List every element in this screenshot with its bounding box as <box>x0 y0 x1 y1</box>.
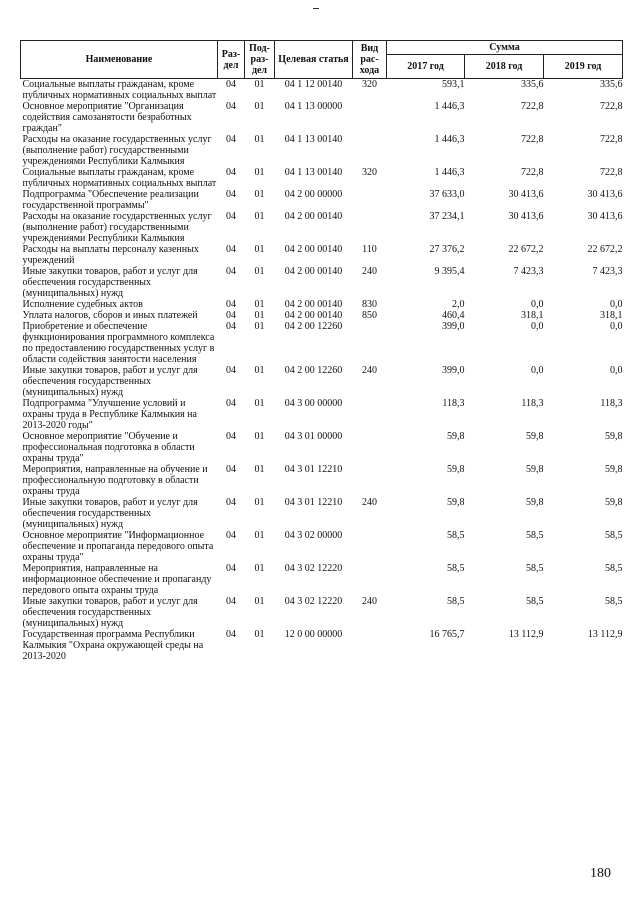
row-name: Расходы на выплаты персоналу казенных учреждений <box>22 244 199 266</box>
row-celevaya-statya: 04 3 02 00000 <box>284 530 343 541</box>
row-sum-2017: 58,5 <box>447 530 465 541</box>
row-celevaya-statya: 04 2 00 00140 <box>284 299 343 310</box>
row-sum-2017: 2,0 <box>452 299 465 310</box>
row-celevaya-statya: 04 3 02 12220 <box>284 596 343 607</box>
row-sum-2018: 0,0 <box>531 321 544 332</box>
row-podrazdel: 01 <box>254 464 265 475</box>
row-sum-2019: 722,8 <box>600 134 623 145</box>
table-row <box>21 464 623 497</box>
table-row <box>21 431 623 464</box>
row-name: Иные закупки товаров, работ и услуг для обеспечения государственных (муниципальных) нужд <box>22 365 198 398</box>
table-row <box>21 596 623 629</box>
row-podrazdel: 01 <box>254 530 265 541</box>
row-sum-2018: 59,8 <box>526 464 544 475</box>
table-row <box>21 299 623 310</box>
row-sum-2017: 9 395,4 <box>434 266 465 277</box>
row-celevaya-statya: 04 3 02 12220 <box>284 563 343 574</box>
row-sum-2017: 59,8 <box>447 464 465 475</box>
row-razdel: 04 <box>226 189 236 200</box>
row-vid-rashoda <box>353 431 387 464</box>
row-vid-rashoda <box>353 398 387 431</box>
page-number: 180 <box>590 866 611 881</box>
row-podrazdel: 01 <box>254 167 265 178</box>
row-vid-rashoda: 110 <box>362 244 377 255</box>
row-sum-2018: 58,5 <box>526 563 544 574</box>
row-vid-rashoda <box>353 629 387 662</box>
row-celevaya-statya: 04 2 00 00000 <box>284 189 343 200</box>
row-sum-2018: 118,3 <box>521 398 544 409</box>
row-celevaya-statya: 04 2 00 12260 <box>284 365 343 376</box>
row-sum-2019: 58,5 <box>605 530 623 541</box>
row-podrazdel: 01 <box>254 266 265 277</box>
row-vid-rashoda <box>353 189 387 211</box>
row-sum-2017: 1 446,3 <box>434 167 465 178</box>
row-name: Подпрограмма "Улучшение условий и охраны труда в Республике Калмыкия на 2013-2020 годы" <box>22 398 197 431</box>
row-sum-2018: 722,8 <box>521 167 544 178</box>
table-body <box>21 79 623 663</box>
row-razdel: 04 <box>226 79 236 90</box>
table-row <box>21 134 623 167</box>
row-sum-2017: 27 376,2 <box>429 244 465 255</box>
row-name: Основное мероприятие "Информационное обеспечение и пропаганда передового опыта охраны труда" <box>22 530 214 563</box>
row-podrazdel: 01 <box>254 310 265 321</box>
row-sum-2017: 16 765,7 <box>429 629 465 640</box>
table-header <box>21 41 623 79</box>
row-celevaya-statya: 04 1 13 00140 <box>284 167 343 178</box>
table-row <box>21 244 623 266</box>
row-vid-rashoda: 240 <box>362 266 377 277</box>
row-name: Основное мероприятие "Обучение и профессиональная подготовка в области охраны труда" <box>22 431 195 464</box>
row-sum-2019: 0,0 <box>610 299 623 310</box>
row-podrazdel: 01 <box>254 101 265 112</box>
row-podrazdel: 01 <box>254 365 265 376</box>
top-dash-mark <box>313 8 319 9</box>
row-podrazdel: 01 <box>254 563 265 574</box>
row-razdel: 04 <box>226 365 236 376</box>
row-vid-rashoda <box>353 134 387 167</box>
row-sum-2019: 335,6 <box>600 79 623 90</box>
table-row <box>21 266 623 299</box>
table-row <box>21 189 623 211</box>
row-razdel: 04 <box>226 431 236 442</box>
row-name: Исполнение судебных актов <box>22 299 143 310</box>
row-name: Приобретение и обеспечение функционирования программного комплекса по предоставлению государственных услуг в области содействия занятости населения <box>22 321 215 365</box>
row-celevaya-statya: 04 1 13 00000 <box>284 101 343 112</box>
row-sum-2018: 335,6 <box>521 79 544 90</box>
row-name: Государственная программа Республики Калмыкия "Охрана окружающей среды на 2013-2020 <box>22 629 204 662</box>
row-razdel: 04 <box>226 398 236 409</box>
row-sum-2018: 59,8 <box>526 497 544 508</box>
row-celevaya-statya: 04 2 00 12260 <box>284 321 343 332</box>
row-podrazdel: 01 <box>254 299 265 310</box>
row-sum-2018: 0,0 <box>531 299 544 310</box>
row-celevaya-statya: 04 1 12 00140 <box>284 79 343 90</box>
row-podrazdel: 01 <box>254 629 265 640</box>
row-sum-2019: 13 112,9 <box>587 629 623 640</box>
row-podrazdel: 01 <box>254 398 265 409</box>
row-vid-rashoda <box>353 321 387 365</box>
table-row <box>21 321 623 365</box>
table-row <box>21 497 623 530</box>
row-sum-2019: 59,8 <box>605 431 623 442</box>
row-celevaya-statya: 12 0 00 00000 <box>284 629 343 640</box>
row-celevaya-statya: 04 2 00 00140 <box>284 244 343 255</box>
row-vid-rashoda: 830 <box>362 299 377 310</box>
header-year-2019: 2019 год <box>544 55 623 79</box>
row-name: Уплата налогов, сборов и иных платежей <box>22 310 198 321</box>
row-sum-2018: 58,5 <box>526 530 544 541</box>
row-vid-rashoda <box>353 464 387 497</box>
row-sum-2017: 59,8 <box>447 431 465 442</box>
row-sum-2019: 59,8 <box>605 497 623 508</box>
row-sum-2019: 318,1 <box>600 310 623 321</box>
row-sum-2019: 0,0 <box>610 321 623 332</box>
table-row <box>21 167 623 189</box>
row-razdel: 04 <box>226 310 236 321</box>
row-podrazdel: 01 <box>254 321 265 332</box>
row-razdel: 04 <box>226 464 236 475</box>
row-vid-rashoda: 850 <box>362 310 377 321</box>
row-name: Социальные выплаты гражданам, кроме публичных нормативных социальных выплат <box>22 167 217 189</box>
row-sum-2017: 399,0 <box>442 365 465 376</box>
row-sum-2019: 58,5 <box>605 563 623 574</box>
header-year-2018: 2018 год <box>465 55 544 79</box>
table-row <box>21 101 623 134</box>
table-row <box>21 79 623 102</box>
row-podrazdel: 01 <box>254 244 265 255</box>
row-celevaya-statya: 04 2 00 00140 <box>284 211 343 222</box>
header-podrazdel: Под-раз-дел <box>245 41 275 79</box>
row-podrazdel: 01 <box>254 596 265 607</box>
row-sum-2017: 37 633,0 <box>429 189 465 200</box>
table-row <box>21 365 623 398</box>
table-row <box>21 530 623 563</box>
row-celevaya-statya: 04 1 13 00140 <box>284 134 343 145</box>
row-name: Подпрограмма "Обеспечение реализации государственной программы" <box>22 189 199 211</box>
row-razdel: 04 <box>226 134 236 145</box>
row-sum-2019: 22 672,2 <box>587 244 623 255</box>
row-podrazdel: 01 <box>254 79 265 90</box>
row-sum-2018: 13 112,9 <box>508 629 544 640</box>
row-celevaya-statya: 04 2 00 00140 <box>284 266 343 277</box>
row-podrazdel: 01 <box>254 189 265 200</box>
row-celevaya-statya: 04 3 01 12210 <box>284 497 343 508</box>
row-vid-rashoda: 320 <box>362 79 377 90</box>
row-podrazdel: 01 <box>254 497 265 508</box>
row-podrazdel: 01 <box>254 211 265 222</box>
row-razdel: 04 <box>226 299 236 310</box>
row-sum-2018: 58,5 <box>526 596 544 607</box>
row-razdel: 04 <box>226 629 236 640</box>
row-sum-2018: 722,8 <box>521 101 544 112</box>
row-sum-2018: 7 423,3 <box>513 266 544 277</box>
row-sum-2019: 58,5 <box>605 596 623 607</box>
row-sum-2019: 118,3 <box>600 398 623 409</box>
row-sum-2019: 722,8 <box>600 101 623 112</box>
row-razdel: 04 <box>226 321 236 332</box>
row-sum-2018: 0,0 <box>531 365 544 376</box>
header-year-2017: 2017 год <box>387 55 465 79</box>
row-name: Мероприятия, направленные на обучение и профессиональную подготовку в области охраны труда <box>22 464 208 497</box>
row-razdel: 04 <box>226 101 236 112</box>
row-sum-2019: 7 423,3 <box>592 266 623 277</box>
table-row <box>21 629 623 662</box>
row-sum-2018: 318,1 <box>521 310 544 321</box>
row-razdel: 04 <box>226 497 236 508</box>
row-vid-rashoda: 240 <box>362 596 377 607</box>
row-celevaya-statya: 04 2 00 00140 <box>284 310 343 321</box>
table-row <box>21 563 623 596</box>
row-celevaya-statya: 04 3 01 12210 <box>284 464 343 475</box>
row-name: Иные закупки товаров, работ и услуг для обеспечения государственных (муниципальных) нужд <box>22 596 198 629</box>
row-vid-rashoda <box>353 101 387 134</box>
row-sum-2018: 22 672,2 <box>508 244 544 255</box>
row-razdel: 04 <box>226 266 236 277</box>
row-vid-rashoda: 320 <box>362 167 377 178</box>
table-row <box>21 211 623 244</box>
row-sum-2017: 37 234,1 <box>429 211 465 222</box>
row-name: Иные закупки товаров, работ и услуг для обеспечения государственных (муниципальных) нужд <box>22 266 198 299</box>
row-podrazdel: 01 <box>254 431 265 442</box>
budget-table <box>20 40 623 662</box>
row-sum-2019: 30 413,6 <box>587 189 623 200</box>
row-razdel: 04 <box>226 596 236 607</box>
row-sum-2017: 593,1 <box>442 79 465 90</box>
header-vid-rashoda: Вид рас-хода <box>353 41 387 79</box>
row-name: Иные закупки товаров, работ и услуг для обеспечения государственных (муниципальных) нужд <box>22 497 198 530</box>
row-sum-2017: 399,0 <box>442 321 465 332</box>
row-sum-2017: 460,4 <box>442 310 465 321</box>
row-razdel: 04 <box>226 211 236 222</box>
row-sum-2017: 59,8 <box>447 497 465 508</box>
row-name: Расходы на оказание государственных услуг (выполнение работ) государственными учреждениями Республики Калмыкия <box>22 134 212 167</box>
row-razdel: 04 <box>226 563 236 574</box>
row-sum-2017: 58,5 <box>447 596 465 607</box>
row-vid-rashoda <box>353 530 387 563</box>
row-podrazdel: 01 <box>254 134 265 145</box>
row-sum-2019: 59,8 <box>605 464 623 475</box>
header-summa: Сумма <box>387 41 623 55</box>
row-vid-rashoda <box>353 563 387 596</box>
row-celevaya-statya: 04 3 00 00000 <box>284 398 343 409</box>
table-row <box>21 310 623 321</box>
row-vid-rashoda: 240 <box>362 497 377 508</box>
header-name: Наименование <box>21 41 218 79</box>
row-name: Мероприятия, направленные на информационное обеспечение и пропаганду передового опыта охраны труда <box>22 563 212 596</box>
row-name: Основное мероприятие "Организация содействия самозанятости безработных граждан" <box>22 101 192 134</box>
row-vid-rashoda <box>353 211 387 244</box>
row-sum-2018: 30 413,6 <box>508 211 544 222</box>
row-sum-2018: 59,8 <box>526 431 544 442</box>
row-celevaya-statya: 04 3 01 00000 <box>284 431 343 442</box>
row-sum-2018: 722,8 <box>521 134 544 145</box>
row-razdel: 04 <box>226 167 236 178</box>
row-sum-2017: 58,5 <box>447 563 465 574</box>
row-sum-2019: 0,0 <box>610 365 623 376</box>
row-sum-2017: 118,3 <box>442 398 465 409</box>
row-name: Социальные выплаты гражданам, кроме публичных нормативных социальных выплат <box>22 79 217 101</box>
row-sum-2017: 1 446,3 <box>434 134 465 145</box>
header-celevaya-statya: Целевая статья <box>275 41 353 79</box>
row-sum-2019: 30 413,6 <box>587 211 623 222</box>
header-razdel: Раз-дел <box>218 41 245 79</box>
row-sum-2019: 722,8 <box>600 167 623 178</box>
row-sum-2017: 1 446,3 <box>434 101 465 112</box>
row-vid-rashoda: 240 <box>362 365 377 376</box>
row-name: Расходы на оказание государственных услуг (выполнение работ) государственными учреждениями Республики Калмыкия <box>22 211 212 244</box>
row-sum-2018: 30 413,6 <box>508 189 544 200</box>
row-razdel: 04 <box>226 530 236 541</box>
row-razdel: 04 <box>226 244 236 255</box>
table-row <box>21 398 623 431</box>
